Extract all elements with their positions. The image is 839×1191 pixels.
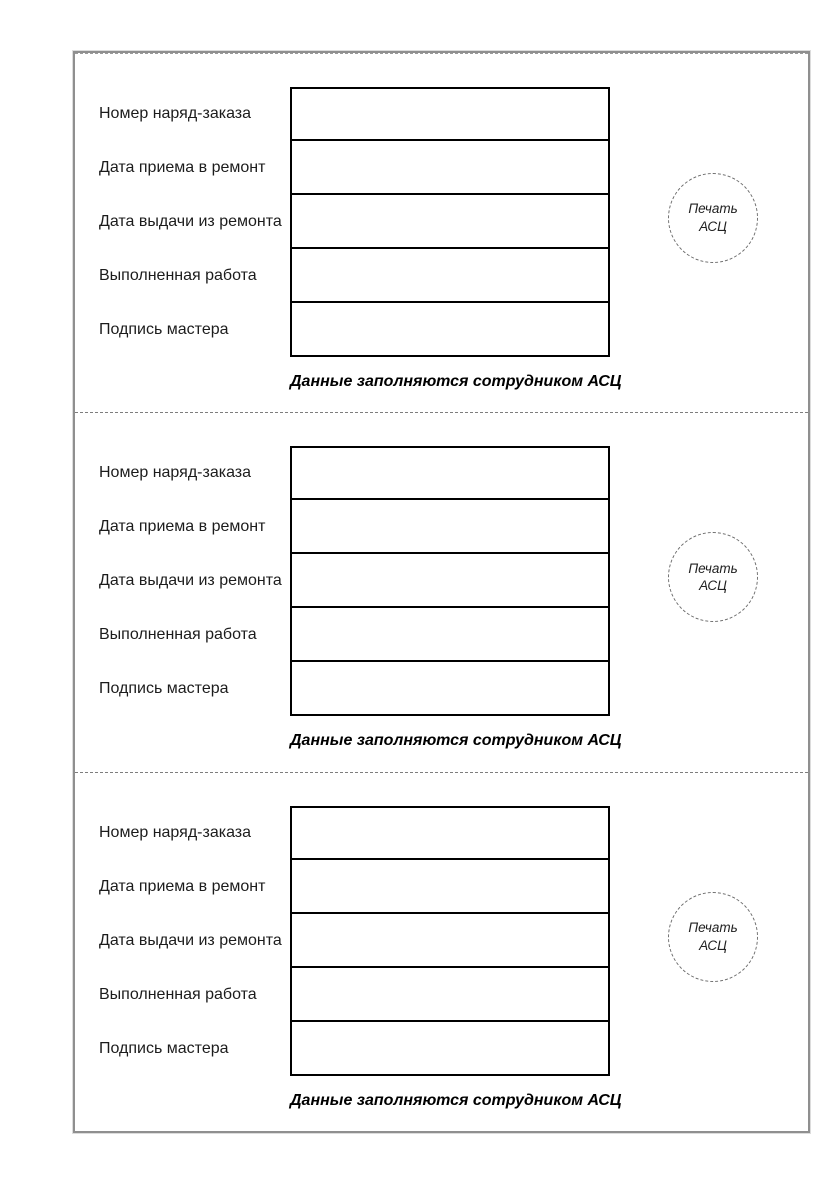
- label-work-performed: Выполненная работа: [99, 267, 257, 284]
- input-box-date-received[interactable]: [290, 141, 610, 195]
- label-date-received: Дата приема в ремонт: [99, 159, 266, 176]
- input-box-date-received[interactable]: [290, 500, 610, 554]
- label-work-performed: Выполненная работа: [99, 985, 257, 1003]
- input-box-work-performed[interactable]: [290, 968, 610, 1022]
- fill-in-note: Данные заполняются сотрудником АСЦ: [290, 732, 622, 750]
- label-order-number: Номер наряд-заказа: [99, 105, 252, 122]
- input-box-date-issued[interactable]: [290, 195, 610, 249]
- label-master-signature: Подпись мастера: [99, 1039, 229, 1057]
- input-box-order-number[interactable]: [290, 87, 610, 141]
- stamp-placeholder: [668, 173, 758, 263]
- label-master-signature: Подпись мастера: [99, 321, 229, 338]
- fill-in-note: Данные заполняются сотрудником АСЦ: [290, 373, 622, 390]
- input-box-order-number[interactable]: [290, 806, 610, 860]
- label-date-issued: Дата выдачи из ремонта: [99, 572, 282, 590]
- label-order-number: Номер наряд-заказа: [99, 823, 252, 841]
- stamp-text-line2: АСЦ: [699, 219, 727, 234]
- input-box-date-issued[interactable]: [290, 554, 610, 608]
- service-form-document: [73, 51, 810, 1133]
- input-box-date-received[interactable]: [290, 860, 610, 914]
- input-box-work-performed[interactable]: [290, 249, 610, 303]
- repair-coupon-1: [75, 53, 808, 412]
- stamp-text-line1: Печать: [688, 920, 738, 936]
- label-date-received: Дата приема в ремонт: [99, 518, 266, 536]
- input-box-work-performed[interactable]: [290, 608, 610, 662]
- input-box-master-signature[interactable]: [290, 303, 610, 357]
- stamp-text-line1: Печать: [688, 560, 738, 576]
- label-work-performed: Выполненная работа: [99, 626, 257, 644]
- label-date-received: Дата приема в ремонт: [99, 877, 266, 895]
- stamp-text-line1: Печать: [688, 201, 738, 217]
- stamp-placeholder: [668, 892, 758, 982]
- stamp-text-line2: АСЦ: [699, 937, 727, 953]
- repair-coupon-2: [75, 412, 808, 771]
- label-master-signature: Подпись мастера: [99, 680, 229, 698]
- label-date-issued: Дата выдачи из ремонта: [99, 931, 282, 949]
- input-box-master-signature[interactable]: [290, 662, 610, 716]
- stamp-text-line2: АСЦ: [699, 578, 727, 594]
- input-box-date-issued[interactable]: [290, 914, 610, 968]
- stamp-placeholder: [668, 532, 758, 622]
- fill-in-note: Данные заполняются сотрудником АСЦ: [290, 1091, 622, 1109]
- repair-coupon-3: [75, 772, 808, 1131]
- input-box-order-number[interactable]: [290, 446, 610, 500]
- input-box-master-signature[interactable]: [290, 1022, 610, 1076]
- label-date-issued: Дата выдачи из ремонта: [99, 213, 282, 230]
- label-order-number: Номер наряд-заказа: [99, 464, 252, 482]
